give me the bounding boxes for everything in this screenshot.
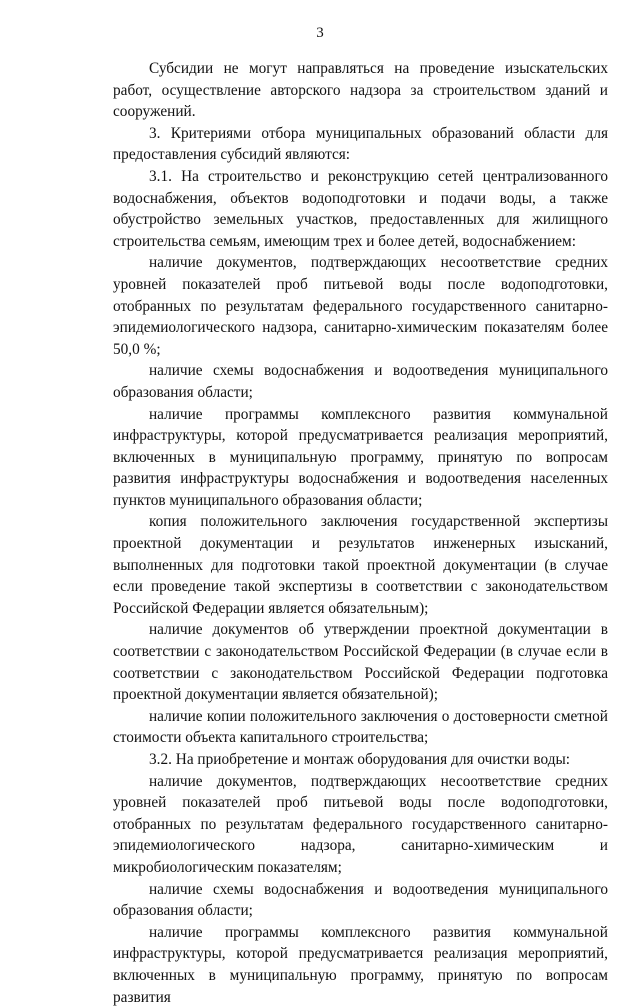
paragraph-section-3-2-heading: 3.2. На приобретение и монтаж оборудования для очистки воды: [149, 751, 571, 768]
paragraph-subsidy-restrictions: Субсидии не могут направляться на проведение изыскательских работ, осуществление авторского надзора за строительством зданий и сооружений. [113, 60, 608, 121]
document-body [113, 58, 608, 1008]
paragraph-3-1-infrastructure-program: наличие программы комплексного развития коммунальной инфраструктуры, которой предусматривается реализация мероприятий, включенных в муниципальную программу, принятую по вопросам развития инфраструктуры водоснабжения и водоотведения населенных пунктов муниципального образования области; [113, 405, 608, 509]
paragraph-3-1-project-approval: наличие документов об утверждении проектной документации в соответствии с законодательством Российской Федерации (в случае если в соответствии с законодательством Российской Федерации подготовка проектной документации является обязательной); [113, 621, 608, 704]
paragraph-3-2-water-supply-scheme: наличие схемы водоснабжения и водоотведения муниципального образования области; [113, 880, 608, 920]
paragraph-3-2-water-quality-documents: наличие документов, подтверждающих несоответствие средних уровней показателей проб питьевой воды после водоподготовки, отобранных по результатам федерального государственного санитарно-эпидемиологического надзора, санитарно-химическим и микробиологическим показателям; [113, 772, 608, 876]
paragraph-selection-criteria-heading: 3. Критериями отбора муниципальных образований области для предоставления субсидий являются: [113, 124, 608, 164]
paragraph-section-3-1-heading: 3.1. На строительство и реконструкцию сетей централизованного водоснабжения, объектов водоподготовки и подачи воды, а также обустройство земельных участков, предоставленных для жилищного строительства семьям, имеющим трех и более детей, водоснабжением: [113, 167, 608, 250]
paragraph-3-1-water-supply-scheme: наличие схемы водоснабжения и водоотведения муниципального образования области; [113, 362, 608, 401]
paragraph-3-1-water-quality-documents: наличие документов, подтверждающих несоответствие средних уровней показателей проб питьевой воды после водоподготовки, отобранных по результатам федерального государственного санитарно-эпидемиологического надзора, санитарно-химическим показателям более 50,0 %; [113, 254, 608, 358]
paragraph-3-2-infrastructure-program: наличие программы комплексного развития коммунальной инфраструктуры, которой предусматривается реализация мероприятий, включенных в муниципальную программу, принятую по вопросам развития [113, 923, 608, 1006]
paragraph-3-1-expertise-conclusion: копия положительного заключения государственной экспертизы проектной документации и результатов инженерных изысканий, выполненных для подготовки такой проектной документации (в случае если проведение такой экспертизы в соответствии с законодательством Российской Федерации является обязательным); [113, 513, 608, 617]
page-number: 3 [316, 25, 324, 41]
paragraph-3-1-cost-reliability: наличие копии положительного заключения о достоверности сметной стоимости объекта капитального строительства; [113, 707, 608, 747]
